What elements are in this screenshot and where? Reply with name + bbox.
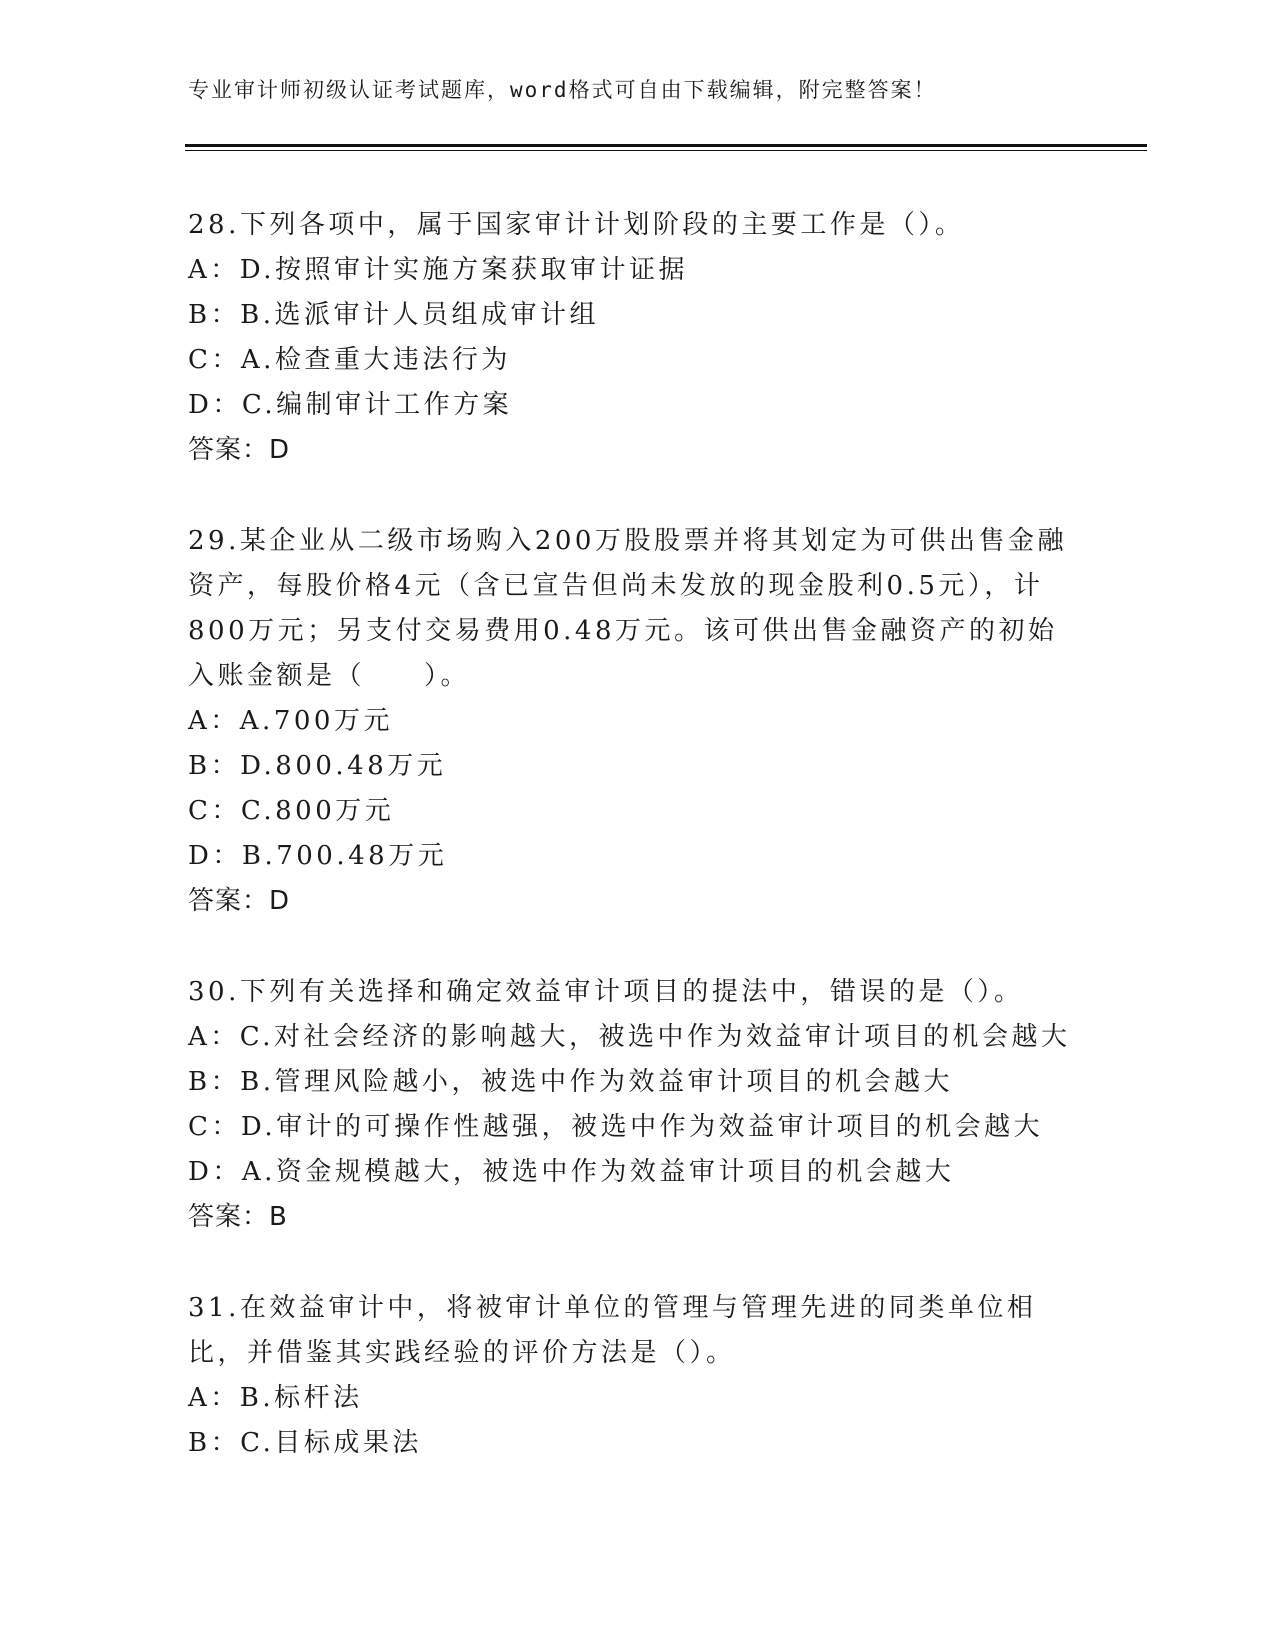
question-30	[188, 970, 1088, 1240]
option-b: B：D.800.48万元	[188, 751, 447, 781]
question-28	[188, 203, 1088, 473]
option-a: A：C.对社会经济的影响越大，被选中作为效益审计项目的机会越大	[188, 1022, 1071, 1052]
option-c: C：D.审计的可操作性越强，被选中作为效益审计项目的机会越大	[188, 1112, 1044, 1142]
question-stem: 31.在效益审计中，将被审计单位的管理与管理先进的同类单位相比，并借鉴其实践经验的评价方法是（）。	[188, 1293, 1037, 1368]
answer-line: 答案：B	[188, 1202, 288, 1232]
option-d: D：A.资金规模越大，被选中作为效益审计项目的机会越大	[188, 1157, 955, 1187]
option-b: B：B.选派审计人员组成审计组	[188, 300, 599, 330]
option-d: D：C.编制审计工作方案	[188, 390, 513, 420]
question-stem: 29.某企业从二级市场购入200万股股票并将其划定为可供出售金融资产，每股价格4元（含已宣告但尚未发放的现金股利0.5元），计800万元；另支付交易费用0.48万元。该可供出售金融资产的初始入账金额是（ ）。	[188, 526, 1067, 691]
option-c: C：A.检查重大违法行为	[188, 345, 511, 375]
header-rule-thick	[185, 144, 1147, 147]
option-d: D：B.700.48万元	[188, 841, 448, 871]
answer-line: 答案：D	[188, 886, 291, 916]
question-stem: 28.下列各项中，属于国家审计计划阶段的主要工作是（）。	[188, 210, 965, 240]
question-list	[188, 203, 1088, 1512]
question-31	[188, 1286, 1088, 1466]
option-c: C：C.800万元	[188, 796, 395, 826]
option-a: A：B.标杆法	[188, 1383, 363, 1413]
question-29	[188, 519, 1088, 924]
page-header: 专业审计师初级认证考试题库，word格式可自由下载编辑，附完整答案！	[188, 78, 937, 102]
option-b: B：C.目标成果法	[188, 1428, 422, 1458]
header-rule-thin	[185, 150, 1147, 151]
option-a: A：D.按照审计实施方案获取审计证据	[188, 255, 688, 285]
question-stem: 30.下列有关选择和确定效益审计项目的提法中，错误的是（）。	[188, 977, 1024, 1007]
answer-line: 答案：D	[188, 435, 291, 465]
option-b: B：B.管理风险越小，被选中作为效益审计项目的机会越大	[188, 1067, 953, 1097]
option-a: A：A.700万元	[188, 706, 393, 736]
